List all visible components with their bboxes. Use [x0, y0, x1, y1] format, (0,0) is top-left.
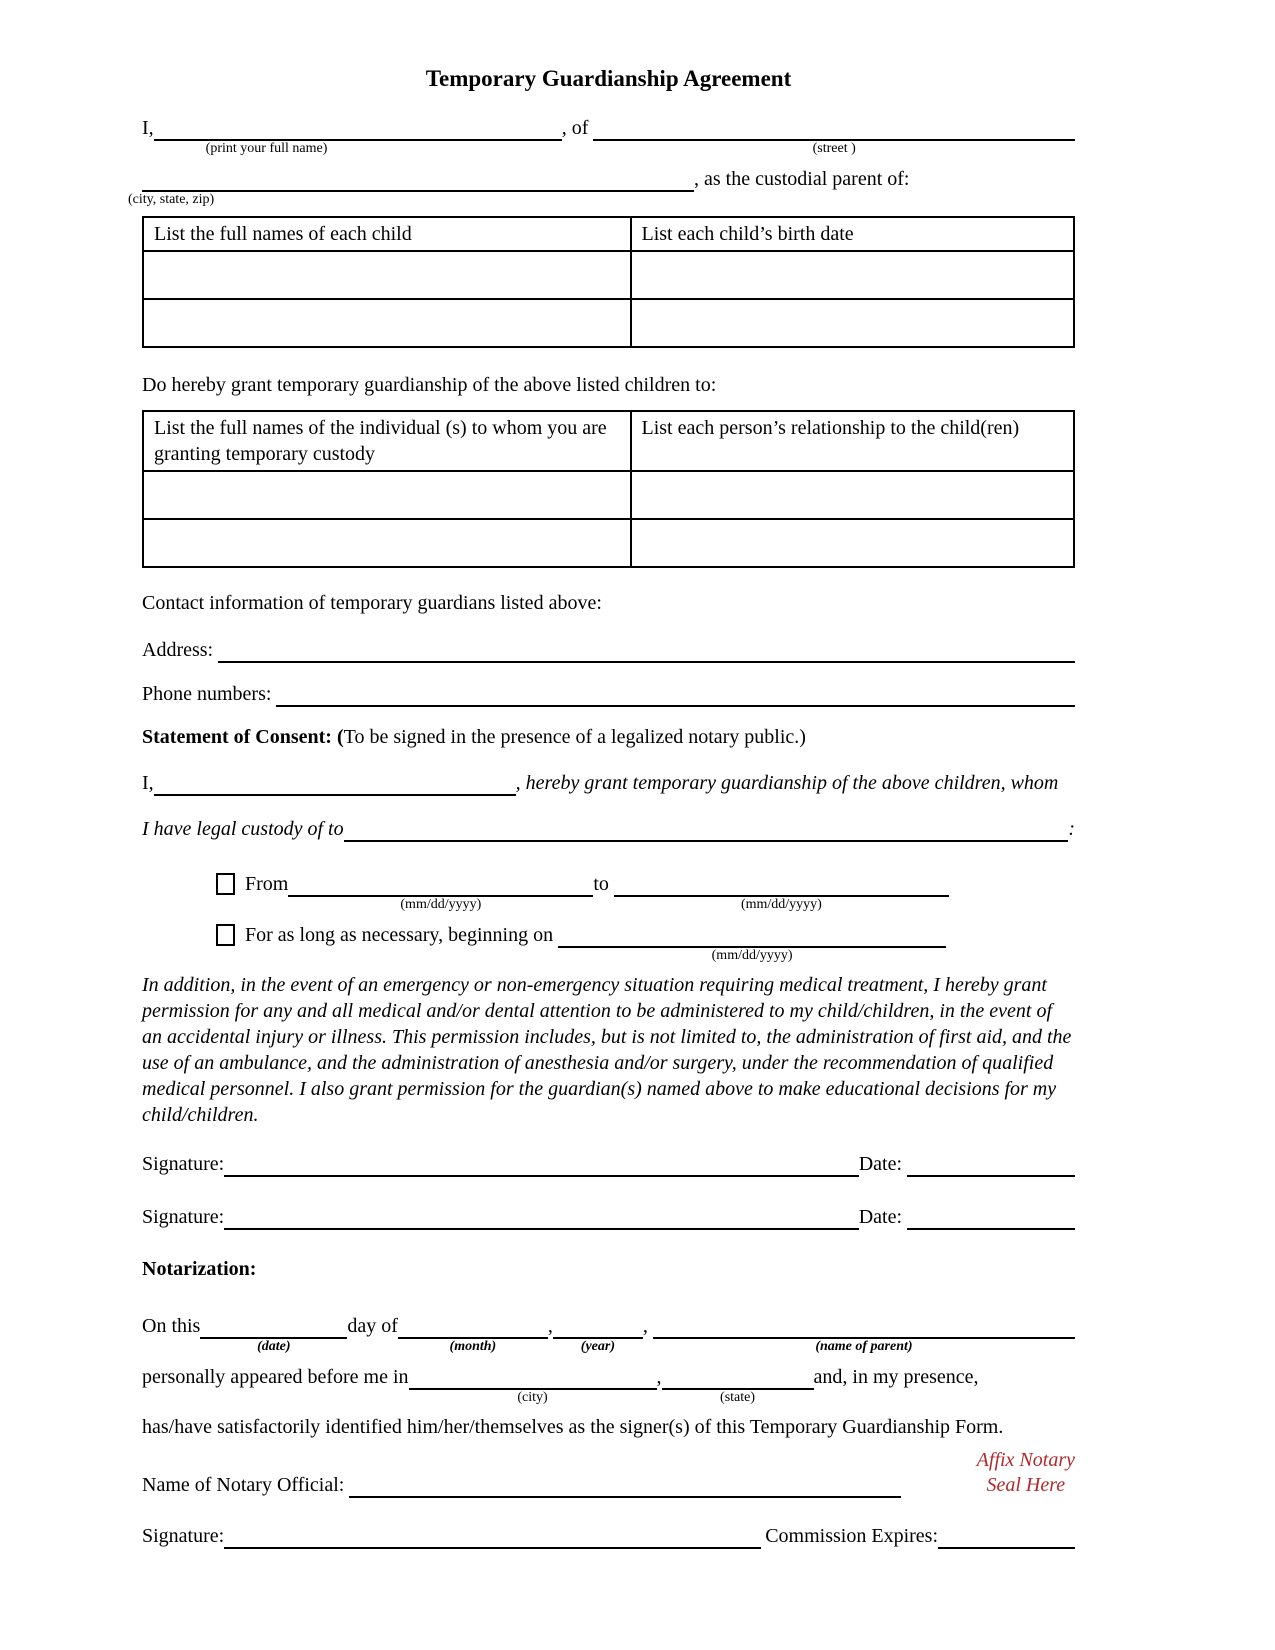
- notary-year-hint: (year): [580, 1338, 615, 1354]
- to-date-field[interactable]: [614, 870, 949, 912]
- custody-text: I have legal custody of to: [142, 817, 344, 840]
- seal-note-line-2: Seal Here: [986, 1473, 1066, 1496]
- appeared-label: personally appeared before me in: [142, 1365, 409, 1388]
- full-name-hint: (print your full name): [205, 140, 328, 156]
- city-state-zip-field[interactable]: [128, 165, 694, 207]
- on-this-label: On this: [142, 1314, 201, 1337]
- i-prefix-label: I,: [142, 116, 154, 139]
- parent-name-hint: (name of parent): [815, 1338, 913, 1354]
- consent-grant-text: , hereby grant temporary guardianship of the above children, whom: [515, 771, 1059, 794]
- phone-field[interactable]: [276, 680, 1075, 707]
- guardian-name-cell[interactable]: [143, 471, 631, 519]
- medical-permission-paragraph: In addition, in the event of an emergency or non-emergency situation requiring medical treatment, I hereby grant permission for any and all medical and/or dental attention to be administered to my child/children, in the event of an accidental injury or illness. This permission includes, but is not limited to, the administration of first aid, and the use of an ambulance, and the administration of anesthesia and/or surgery, under the recommendation of qualified medical personnel. I also grant permission for the guardian(s) named above to make educational decisions for my child/children.: [142, 973, 1072, 1126]
- notary-signature-field[interactable]: [224, 1522, 761, 1549]
- notarization-heading: Notarization:: [142, 1257, 257, 1280]
- from-date-field[interactable]: [288, 870, 593, 912]
- address-label: Address:: [142, 638, 219, 661]
- comma-separator: ,: [642, 1314, 653, 1337]
- notarization-location-line: [142, 1363, 1075, 1405]
- notary-name-label: Name of Notary Official:: [142, 1473, 350, 1496]
- notary-month-field[interactable]: [398, 1312, 548, 1354]
- grant-statement: Do hereby grant temporary guardianship of the above listed children to:: [142, 373, 717, 396]
- children-birthdate-header: List each child’s birth date: [631, 217, 1075, 251]
- guardians-table-header-row: [143, 411, 1074, 471]
- child-name-cell[interactable]: [143, 251, 631, 299]
- custody-colon: :: [1068, 817, 1075, 840]
- guardians-table-row: [143, 471, 1074, 519]
- commission-expires-label: Commission Expires:: [765, 1524, 939, 1547]
- from-to-line: [142, 870, 1075, 912]
- signature-line-1: [142, 1150, 1075, 1177]
- guardian-relationship-cell[interactable]: [631, 471, 1075, 519]
- beginning-date-hint: (mm/dd/yyyy): [711, 947, 793, 963]
- street-hint: (street ): [812, 140, 856, 156]
- notary-day-hint: (date): [257, 1338, 291, 1354]
- date-label: Date:: [858, 1152, 907, 1175]
- date-field-1[interactable]: [907, 1150, 1075, 1177]
- consent-heading-bold: Statement of Consent: (: [142, 725, 344, 748]
- signature-field-2[interactable]: [224, 1203, 858, 1230]
- signature-field-1[interactable]: [224, 1150, 858, 1177]
- date-field-2[interactable]: [907, 1203, 1075, 1230]
- signature-line-2: [142, 1203, 1075, 1230]
- necessary-line: [142, 921, 1075, 963]
- notary-state-field[interactable]: [662, 1363, 814, 1405]
- from-date-hint: (mm/dd/yyyy): [400, 896, 482, 912]
- consent-heading: [142, 724, 1075, 750]
- contact-heading: Contact information of temporary guardians listed above:: [142, 591, 602, 614]
- notary-name-line: [142, 1448, 1075, 1498]
- child-name-cell[interactable]: [143, 299, 631, 347]
- child-birthdate-cell[interactable]: [631, 251, 1075, 299]
- consent-name-field[interactable]: [154, 769, 516, 796]
- notary-day-field[interactable]: [200, 1312, 347, 1354]
- intro-city-line: [128, 165, 1075, 207]
- full-name-field[interactable]: [154, 114, 562, 156]
- presence-label: and, in my presence,: [813, 1365, 979, 1388]
- consent-name-line: [142, 769, 1075, 796]
- comma-separator: ,: [547, 1314, 553, 1337]
- children-table-header-row: [143, 217, 1074, 251]
- as-long-as-necessary-checkbox[interactable]: [216, 924, 235, 946]
- signature-label: Signature:: [142, 1152, 225, 1175]
- custody-guardians-field[interactable]: [344, 815, 1069, 842]
- guardian-name-cell[interactable]: [143, 519, 631, 567]
- of-connector-label: , of: [561, 116, 594, 139]
- from-label: From: [245, 872, 289, 895]
- child-birthdate-cell[interactable]: [631, 299, 1075, 347]
- day-of-label: day of: [347, 1314, 398, 1337]
- address-line: [142, 636, 1075, 663]
- beginning-date-field[interactable]: [558, 921, 946, 963]
- notary-month-hint: (month): [449, 1338, 497, 1354]
- comma-separator: ,: [656, 1365, 662, 1388]
- date-label: Date:: [858, 1205, 907, 1228]
- children-table: [142, 216, 1075, 348]
- necessary-label: For as long as necessary, beginning on: [245, 923, 559, 946]
- notary-signature-label: Signature:: [142, 1524, 225, 1547]
- notary-city-field[interactable]: [409, 1363, 657, 1405]
- notary-year-field[interactable]: [553, 1312, 643, 1354]
- guardians-table-row: [143, 519, 1074, 567]
- children-name-header: List the full names of each child: [143, 217, 631, 251]
- seal-note-line-1: Affix Notary: [976, 1448, 1075, 1471]
- parent-name-field[interactable]: [653, 1312, 1075, 1354]
- intro-name-street-line: [142, 114, 1075, 156]
- page-title: Temporary Guardianship Agreement: [425, 66, 792, 91]
- phone-label: Phone numbers:: [142, 682, 277, 705]
- to-label: to: [593, 872, 614, 895]
- custody-line: [142, 815, 1075, 842]
- street-field[interactable]: [593, 114, 1075, 156]
- phone-line: [142, 680, 1075, 707]
- notary-signature-line: [142, 1522, 1075, 1549]
- children-table-row: [143, 251, 1074, 299]
- children-table-row: [143, 299, 1074, 347]
- guardian-relationship-header: List each person’s relationship to the child(ren): [631, 411, 1075, 471]
- notary-city-hint: (city): [517, 1389, 548, 1405]
- notarization-date-line: [142, 1312, 1075, 1354]
- guardian-name-header: List the full names of the individual (s) to whom you are granting temporary custody: [143, 411, 631, 471]
- notary-state-hint: (state): [720, 1389, 756, 1405]
- city-state-zip-hint: (city, state, zip): [128, 191, 215, 207]
- identified-statement: has/have satisfactorily identified him/her/themselves as the signer(s) of this Temporary Guardianship Form.: [142, 1415, 1004, 1438]
- guardian-relationship-cell[interactable]: [631, 519, 1075, 567]
- consent-i-prefix: I,: [142, 771, 154, 794]
- to-date-hint: (mm/dd/yyyy): [740, 896, 822, 912]
- notary-name-field[interactable]: [349, 1471, 901, 1498]
- consent-heading-rest: To be signed in the presence of a legalized notary public.): [343, 725, 806, 748]
- signature-label: Signature:: [142, 1205, 225, 1228]
- from-period-checkbox[interactable]: [216, 873, 235, 895]
- affix-notary-seal-note: [957, 1448, 1075, 1498]
- address-field[interactable]: [218, 636, 1075, 663]
- guardians-table: [142, 410, 1075, 568]
- custodial-parent-label: , as the custodial parent of:: [694, 167, 910, 190]
- commission-expires-field[interactable]: [938, 1522, 1075, 1549]
